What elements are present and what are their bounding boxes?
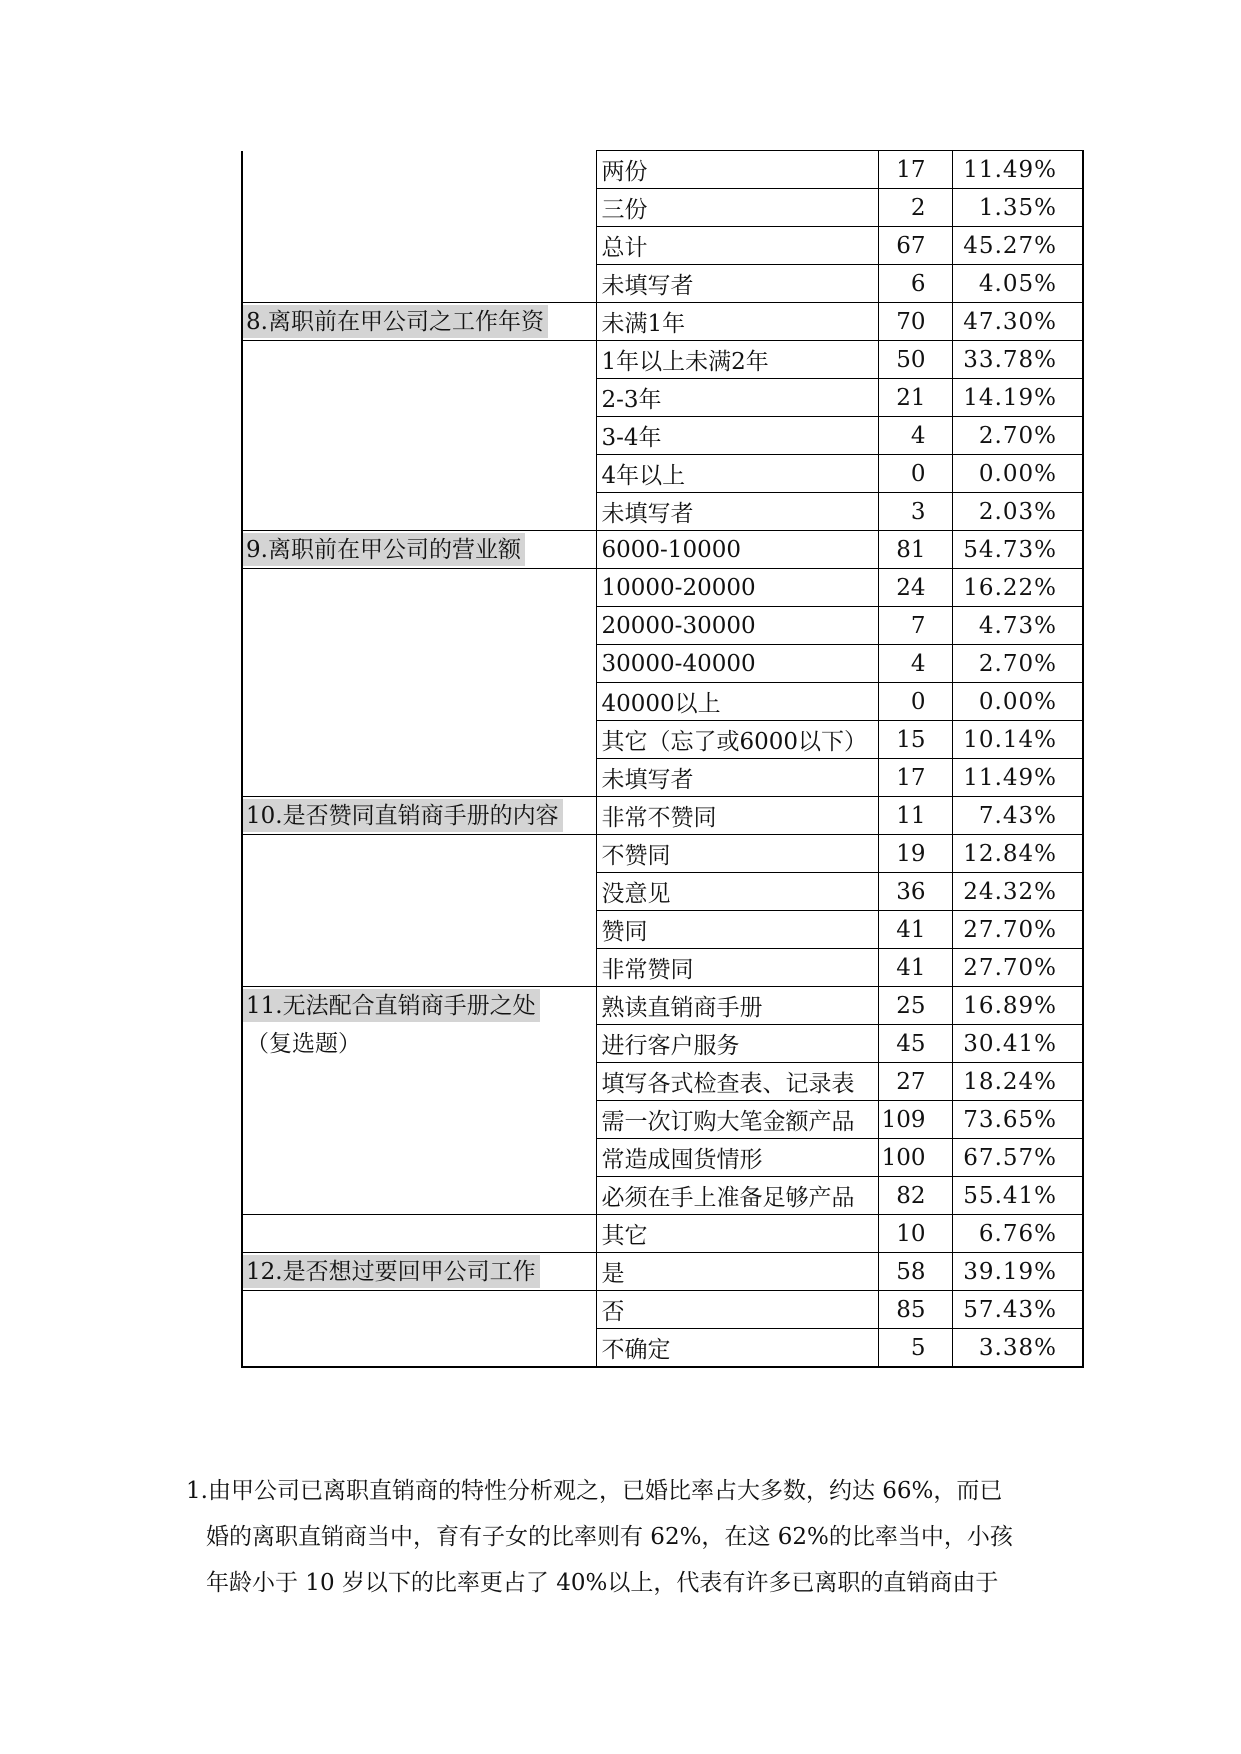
question-label: 10.是否赞同直销商手册的内容	[243, 799, 563, 832]
percent-cell: 24.32%	[952, 873, 1083, 911]
table-row	[242, 1177, 1083, 1215]
percent-cell: 14.19%	[952, 379, 1083, 417]
table-row	[242, 303, 1083, 341]
option-cell: 20000-30000	[596, 607, 878, 645]
percent-cell: 4.05%	[952, 265, 1083, 303]
option-cell: 必须在手上准备足够产品	[596, 1177, 878, 1215]
table-row	[242, 949, 1083, 987]
percent-cell: 0.00%	[952, 683, 1083, 721]
survey-results-body	[242, 151, 1083, 1368]
count-cell: 67	[878, 227, 952, 265]
percent-cell: 0.00%	[952, 455, 1083, 493]
table-row	[242, 911, 1083, 949]
percent-cell: 39.19%	[952, 1253, 1083, 1291]
question-cell	[242, 949, 596, 987]
table-row	[242, 1063, 1083, 1101]
question-cell	[242, 1139, 596, 1177]
question-cell	[242, 873, 596, 911]
question-cell	[242, 1177, 596, 1215]
table-row	[242, 417, 1083, 455]
count-cell: 27	[878, 1063, 952, 1101]
table-row	[242, 227, 1083, 265]
count-cell: 10	[878, 1215, 952, 1253]
question-cell	[242, 1291, 596, 1329]
count-cell: 4	[878, 417, 952, 455]
percent-cell: 33.78%	[952, 341, 1083, 379]
count-cell: 70	[878, 303, 952, 341]
option-cell: 未填写者	[596, 759, 878, 797]
count-cell: 15	[878, 721, 952, 759]
question-cell	[242, 759, 596, 797]
count-cell: 81	[878, 531, 952, 569]
question-label: 11.无法配合直销商手册之处	[243, 989, 540, 1022]
count-cell: 2	[878, 189, 952, 227]
table-row	[242, 645, 1083, 683]
count-cell: 17	[878, 151, 952, 189]
count-cell: 50	[878, 341, 952, 379]
option-cell: 填写各式检查表、记录表	[596, 1063, 878, 1101]
table-row	[242, 835, 1083, 873]
count-cell: 19	[878, 835, 952, 873]
question-cell	[242, 1329, 596, 1368]
option-cell: 没意见	[596, 873, 878, 911]
table-row	[242, 1253, 1083, 1291]
table-row	[242, 1329, 1083, 1368]
percent-cell: 2.03%	[952, 493, 1083, 531]
question-cell	[242, 797, 596, 835]
option-cell: 6000-10000	[596, 531, 878, 569]
count-cell: 24	[878, 569, 952, 607]
percent-cell: 1.35%	[952, 189, 1083, 227]
table-row	[242, 1139, 1083, 1177]
question-cell	[242, 721, 596, 759]
option-cell: 非常不赞同	[596, 797, 878, 835]
percent-cell: 7.43%	[952, 797, 1083, 835]
question-cell	[242, 1101, 596, 1139]
count-cell: 36	[878, 873, 952, 911]
option-cell: 3-4年	[596, 417, 878, 455]
count-cell: 85	[878, 1291, 952, 1329]
count-cell: 100	[878, 1139, 952, 1177]
question-cell	[242, 455, 596, 493]
option-cell: 未满1年	[596, 303, 878, 341]
percent-cell: 45.27%	[952, 227, 1083, 265]
question-cell	[242, 265, 596, 303]
percent-cell: 47.30%	[952, 303, 1083, 341]
option-cell: 未填写者	[596, 265, 878, 303]
percent-cell: 57.43%	[952, 1291, 1083, 1329]
percent-cell: 10.14%	[952, 721, 1083, 759]
question-cell	[242, 303, 596, 341]
table-row	[242, 1101, 1083, 1139]
percent-cell: 11.49%	[952, 759, 1083, 797]
count-cell: 3	[878, 493, 952, 531]
table-row	[242, 1291, 1083, 1329]
count-cell: 41	[878, 949, 952, 987]
option-cell: 其它（忘了或6000以下）	[596, 721, 878, 759]
percent-cell: 27.70%	[952, 949, 1083, 987]
survey-results-table	[241, 150, 1084, 1368]
option-cell: 未填写者	[596, 493, 878, 531]
table-row	[242, 797, 1083, 835]
question-cell	[242, 911, 596, 949]
percent-cell: 18.24%	[952, 1063, 1083, 1101]
percent-cell: 3.38%	[952, 1329, 1083, 1368]
option-cell: 其它	[596, 1215, 878, 1253]
option-cell: 熟读直销商手册	[596, 987, 878, 1025]
percent-cell: 16.22%	[952, 569, 1083, 607]
question-cell	[242, 1253, 596, 1291]
paragraph-line: 1.由甲公司已离职直销商的特性分析观之，已婚比率占大多数，约达 66%，而已	[186, 1478, 1003, 1504]
percent-cell: 67.57%	[952, 1139, 1083, 1177]
option-cell: 常造成囤货情形	[596, 1139, 878, 1177]
count-cell: 6	[878, 265, 952, 303]
count-cell: 25	[878, 987, 952, 1025]
count-cell: 58	[878, 1253, 952, 1291]
table-row	[242, 379, 1083, 417]
option-cell: 40000以上	[596, 683, 878, 721]
question-cell	[242, 645, 596, 683]
table-row	[242, 531, 1083, 569]
option-cell: 进行客户服务	[596, 1025, 878, 1063]
question-label: （复选题）	[246, 1031, 361, 1057]
table-row	[242, 151, 1083, 189]
question-cell	[242, 835, 596, 873]
percent-cell: 12.84%	[952, 835, 1083, 873]
option-cell: 是	[596, 1253, 878, 1291]
table-row	[242, 607, 1083, 645]
percent-cell: 30.41%	[952, 1025, 1083, 1063]
count-cell: 0	[878, 455, 952, 493]
question-cell	[242, 1025, 596, 1063]
percent-cell: 2.70%	[952, 417, 1083, 455]
table-row	[242, 987, 1083, 1025]
option-cell: 需一次订购大笔金额产品	[596, 1101, 878, 1139]
table-row	[242, 721, 1083, 759]
option-cell: 非常赞同	[596, 949, 878, 987]
table-row	[242, 1025, 1083, 1063]
count-cell: 45	[878, 1025, 952, 1063]
option-cell: 总计	[596, 227, 878, 265]
question-label: 8.离职前在甲公司之工作年资	[243, 305, 548, 338]
table-row	[242, 493, 1083, 531]
question-cell	[242, 1215, 596, 1253]
question-cell	[242, 1063, 596, 1101]
question-cell	[242, 151, 596, 189]
table-row	[242, 759, 1083, 797]
percent-cell: 27.70%	[952, 911, 1083, 949]
question-label: 12.是否想过要回甲公司工作	[243, 1255, 540, 1288]
question-label: 9.离职前在甲公司的营业额	[243, 533, 525, 566]
option-cell: 2-3年	[596, 379, 878, 417]
table-row	[242, 189, 1083, 227]
percent-cell: 73.65%	[952, 1101, 1083, 1139]
analysis-paragraph	[186, 1468, 1056, 1606]
question-cell	[242, 531, 596, 569]
question-cell	[242, 607, 596, 645]
option-cell: 两份	[596, 151, 878, 189]
percent-cell: 11.49%	[952, 151, 1083, 189]
count-cell: 11	[878, 797, 952, 835]
option-cell: 1年以上未满2年	[596, 341, 878, 379]
option-cell: 三份	[596, 189, 878, 227]
table-row	[242, 341, 1083, 379]
percent-cell: 4.73%	[952, 607, 1083, 645]
question-cell	[242, 227, 596, 265]
count-cell: 109	[878, 1101, 952, 1139]
question-cell	[242, 189, 596, 227]
option-cell: 10000-20000	[596, 569, 878, 607]
count-cell: 5	[878, 1329, 952, 1368]
question-cell	[242, 417, 596, 455]
count-cell: 0	[878, 683, 952, 721]
option-cell: 4年以上	[596, 455, 878, 493]
option-cell: 赞同	[596, 911, 878, 949]
count-cell: 17	[878, 759, 952, 797]
question-cell	[242, 341, 596, 379]
count-cell: 21	[878, 379, 952, 417]
percent-cell: 54.73%	[952, 531, 1083, 569]
percent-cell: 6.76%	[952, 1215, 1083, 1253]
option-cell: 不赞同	[596, 835, 878, 873]
table-row	[242, 683, 1083, 721]
question-cell	[242, 683, 596, 721]
question-cell	[242, 379, 596, 417]
table-row	[242, 873, 1083, 911]
count-cell: 82	[878, 1177, 952, 1215]
table-row	[242, 1215, 1083, 1253]
option-cell: 不确定	[596, 1329, 878, 1368]
count-cell: 7	[878, 607, 952, 645]
percent-cell: 2.70%	[952, 645, 1083, 683]
percent-cell: 55.41%	[952, 1177, 1083, 1215]
count-cell: 4	[878, 645, 952, 683]
paragraph-line: 年龄小于 10 岁以下的比率更占了 40%以上，代表有许多已离职的直销商由于	[206, 1570, 999, 1596]
question-cell	[242, 569, 596, 607]
paragraph-line: 婚的离职直销商当中，育有子女的比率则有 62%，在这 62%的比率当中，小孩	[206, 1524, 1013, 1550]
count-cell: 41	[878, 911, 952, 949]
percent-cell: 16.89%	[952, 987, 1083, 1025]
question-cell	[242, 493, 596, 531]
option-cell: 30000-40000	[596, 645, 878, 683]
table-row	[242, 569, 1083, 607]
table-row	[242, 265, 1083, 303]
question-cell	[242, 987, 596, 1025]
table-row	[242, 455, 1083, 493]
option-cell: 否	[596, 1291, 878, 1329]
